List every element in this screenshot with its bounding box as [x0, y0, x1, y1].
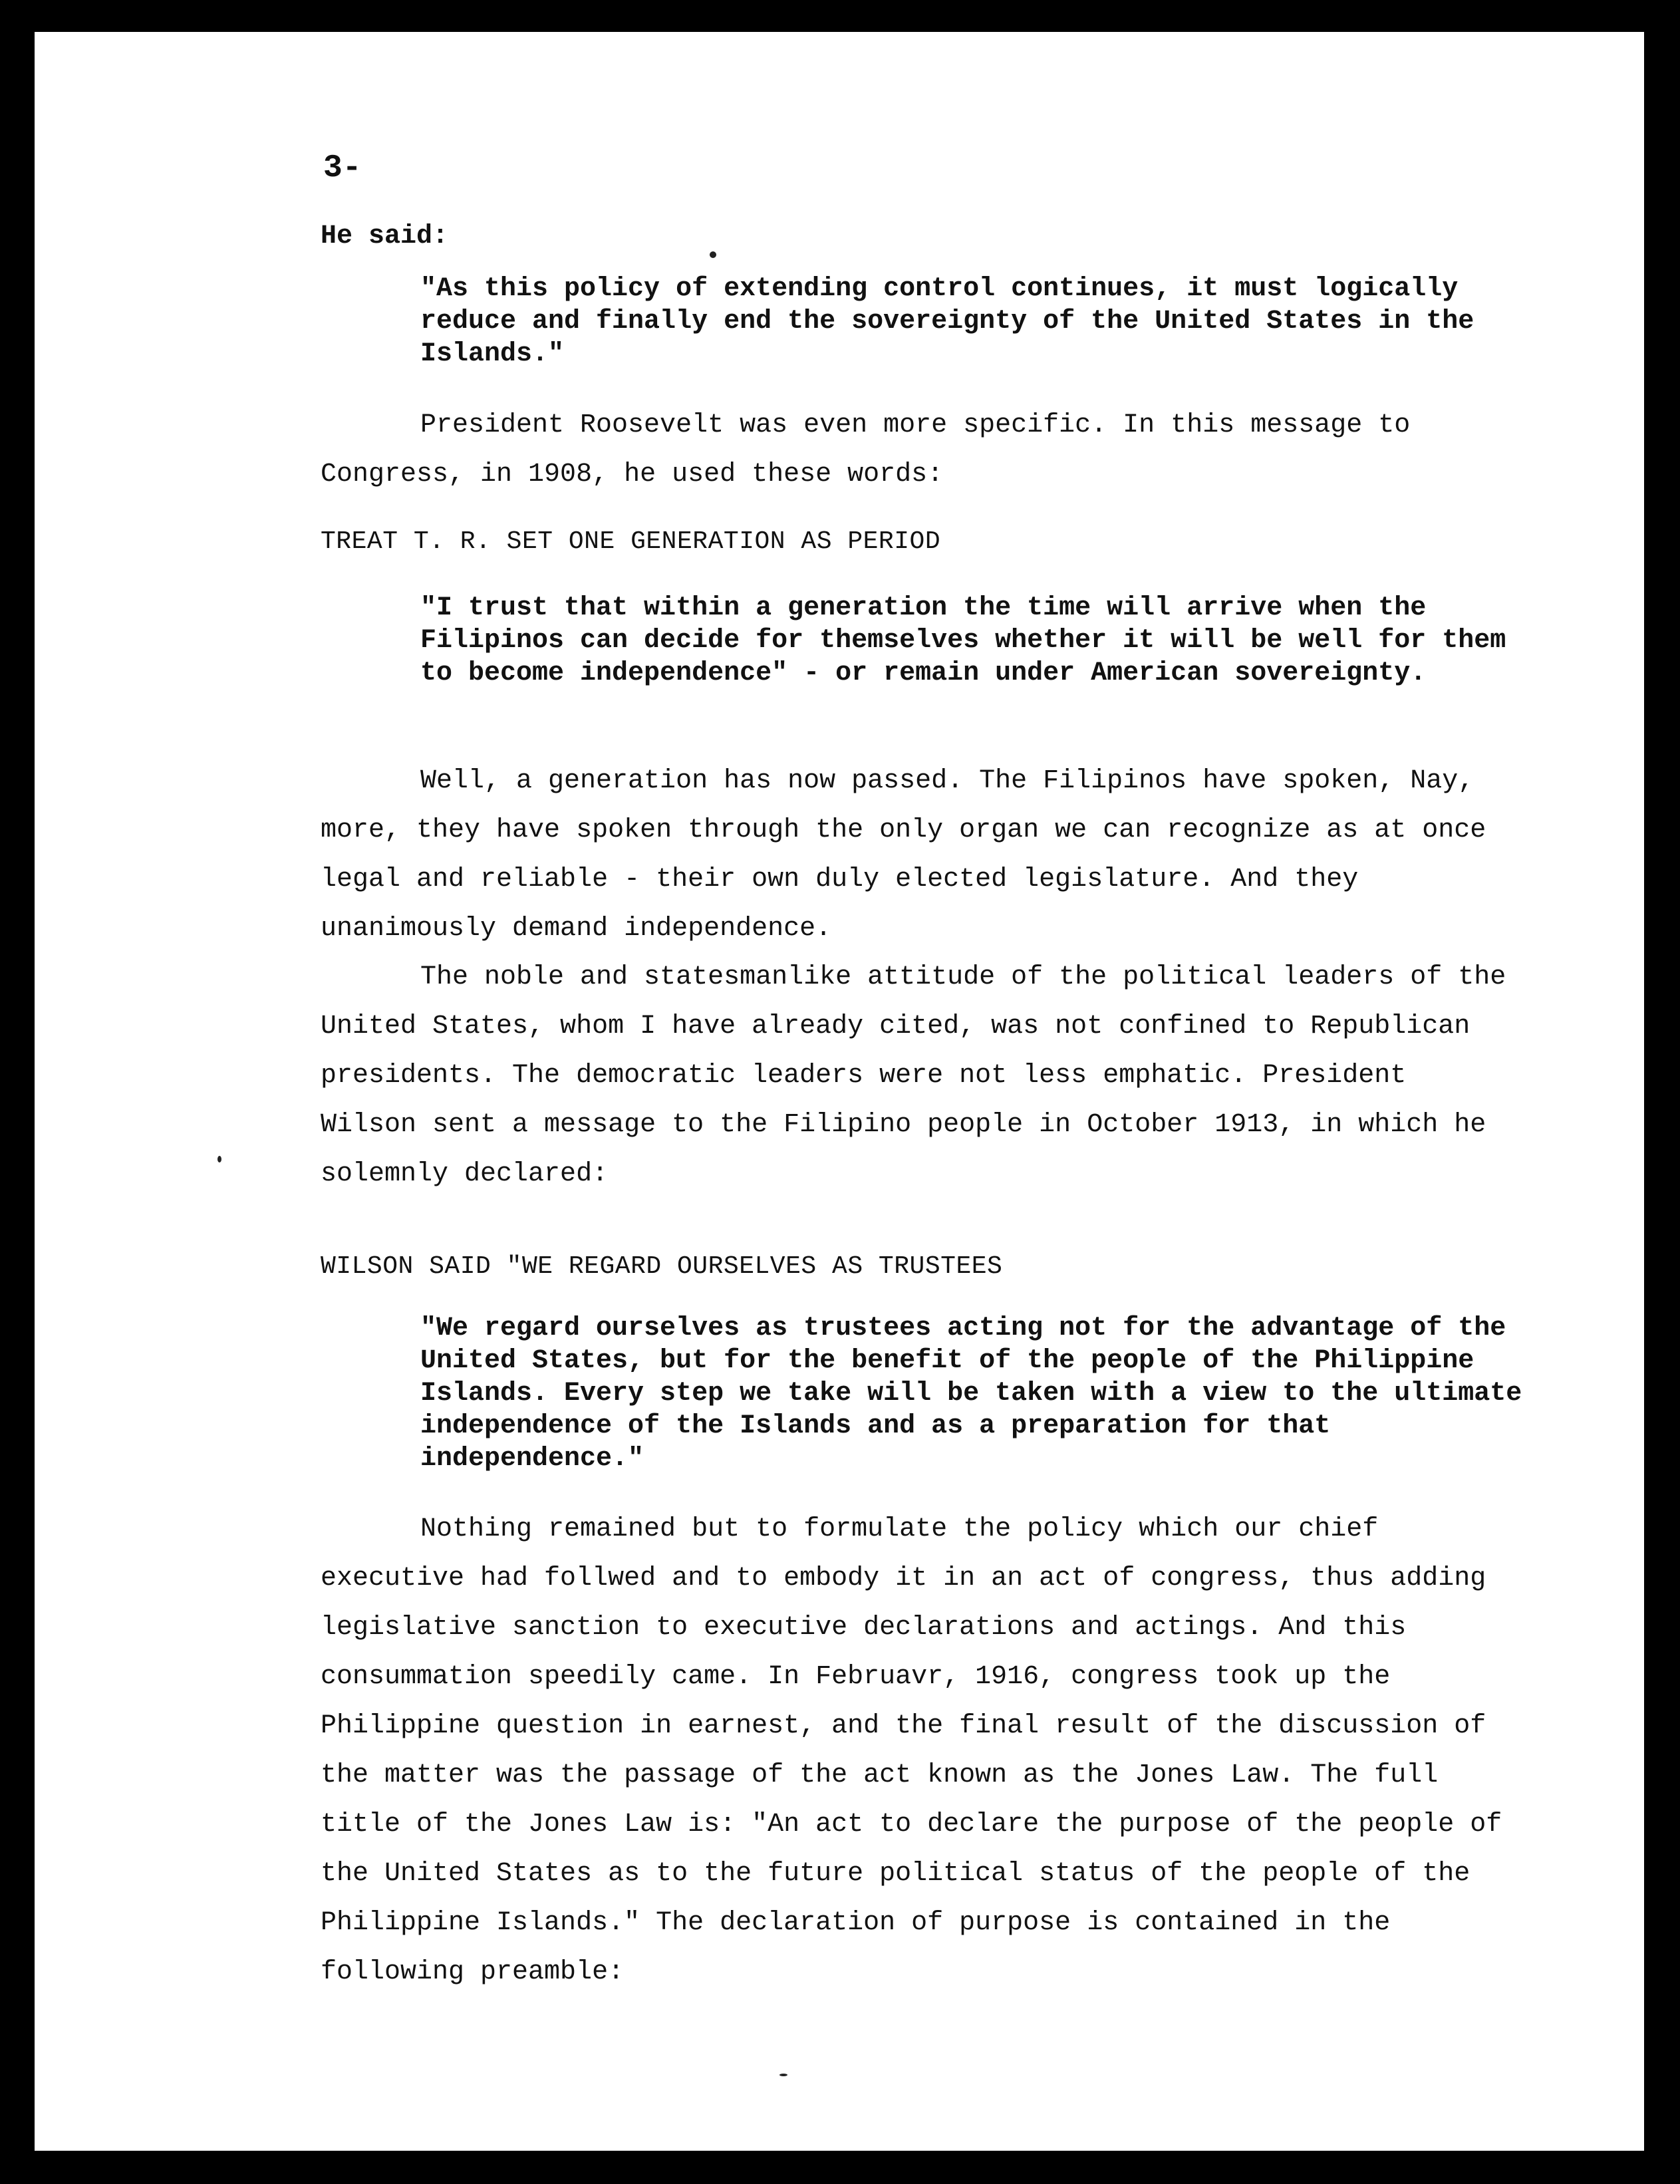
paragraph-roosevelt	[321, 401, 1518, 499]
page-number: 3-	[323, 150, 362, 186]
quote-wilson: "We regard ourselves as trustees acting not for the advantage of the United States, but for the benefit of the people of the Philippine Islands. Every step we take will be taken with a view to the ultimate independence of the Islands and as a preparation for that independence."	[420, 1313, 1522, 1474]
paragraph-jones-law	[321, 1505, 1518, 1997]
paragraph-generation-text: Well, a generation has now passed. The Filipinos have spoken, Nay, more, they have spoken through the only organ we can recognize as at once legal and reliable - their own duly elected legislature. And they unanimously demand independence.	[321, 766, 1486, 944]
paragraph-generation	[321, 757, 1518, 954]
paragraph-wilson-intro-text: The noble and statesmanlike attitude of the political leaders of the United States, whom I have already cited, was not confined to Republican presidents. The democratic leaders were not less emphatic. President Wilson sent a message to the Filipino people in October 1913, in which he solemnly declared:	[321, 962, 1506, 1189]
paragraph-jones-law-text: Nothing remained but to formulate the policy which our chief executive had follwed and to embody it in an act of congress, thus adding legislative sanction to executive declarations and actings. And this consummation speedily came. In Februavr, 1916, congress took up the Philippine question in earnest, and the final result of the discussion of the matter was the passage of the act known as the Jones Law. The full title of the Jones Law is: "An act to declare the purpose of the people of the United States as to the future political status of the people of the Philippine Islands." The declaration of purpose is contained in the following preamble:	[321, 1514, 1502, 1987]
ink-speck	[710, 251, 716, 258]
section-heading-wilson: WILSON SAID "WE REGARD OURSELVES AS TRUSTEES	[321, 1252, 1003, 1281]
document-page	[35, 32, 1644, 2151]
quote-taft: "As this policy of extending control continues, it must logically reduce and finally end the sovereignty of the United States in the Islands."	[420, 274, 1474, 369]
ink-speck	[217, 1156, 221, 1162]
paragraph-wilson-intro	[321, 953, 1518, 1199]
section-heading-roosevelt: TREAT T. R. SET ONE GENERATION AS PERIOD	[321, 527, 941, 556]
ink-speck	[779, 2074, 787, 2076]
intro-line: He said:	[321, 221, 449, 251]
paragraph-roosevelt-text: President Roosevelt was even more specific. In this message to Congress, in 1908, he used these words:	[321, 410, 1411, 489]
quote-roosevelt: "I trust that within a generation the time will arrive when the Filipinos can decide for themselves whether it will be well for them to become independence" - or remain under American sovereignty.	[420, 593, 1506, 688]
